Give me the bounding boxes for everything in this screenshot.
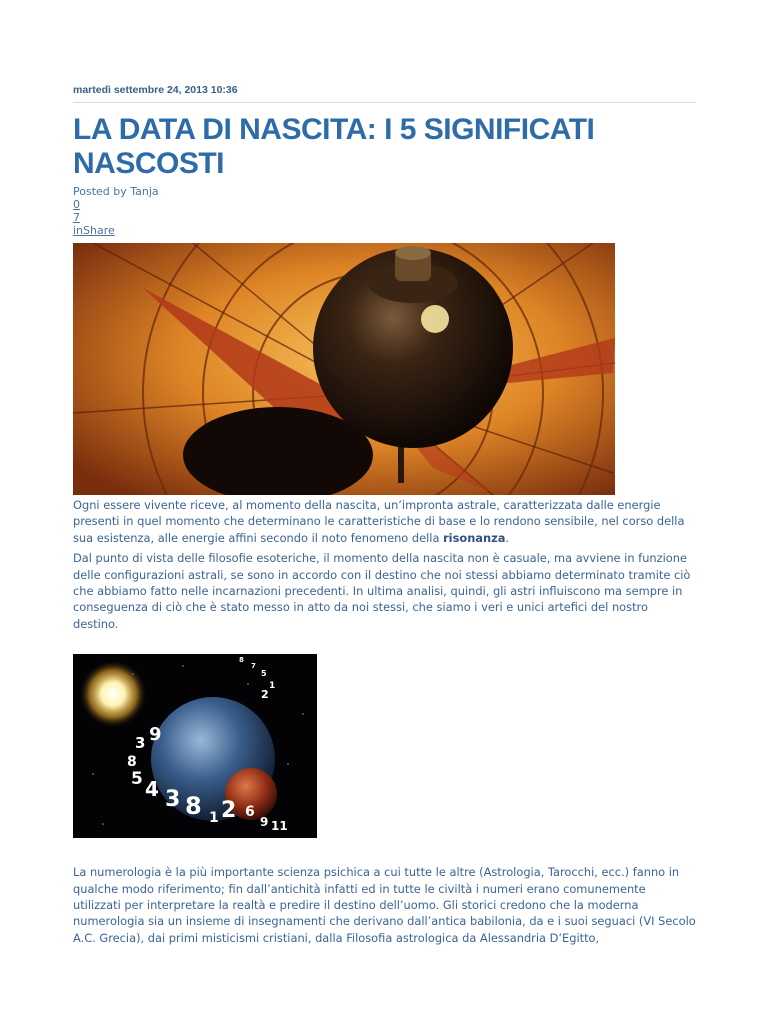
numerology-digit: 9 <box>260 815 269 830</box>
numerology-digit: 5 <box>261 669 267 679</box>
paragraph-1-text: Ogni essere vivente riceve, al momento della nascita, un’impronta astrale, caratterizzata dalle energie presenti in quel momento che determinano le caratteristiche di base e lo rendono sensibile, nel corso della sua esistenza, alle energie affini secondo il noto fenomeno della <box>73 498 685 545</box>
numerology-planet-image <box>73 654 317 838</box>
count-link-b[interactable]: 7 <box>73 211 80 224</box>
article <box>73 84 696 946</box>
paragraph-3: La numerologia è la più importante scienza psichica a cui tutte le altre (Astrologia, Tarocchi, ecc.) fanno in qualche modo riferimento; fin dall’antichità infatti ed in tutte le civiltà i numeri erano comunemente utilizzati per interpretare la realtà e predire il destino dell’uomo. Gli storici credono che la moderna numerologia sia un insieme di insegnamenti che derivano dall’antica babilonia, da e i suoi seguaci (VI Secolo A.C. Grecia), dai primi misticismi cristiani, dalla Filosofia astrologica da Alessandria D’Egitto, <box>73 865 696 945</box>
post-date: martedì settembre 24, 2013 10:36 <box>73 84 696 103</box>
numerology-digit: 2 <box>261 688 269 702</box>
count-link-a[interactable]: 0 <box>73 198 80 211</box>
numerology-digit: 8 <box>127 754 137 771</box>
paragraph-1-end: . <box>505 530 510 545</box>
numerology-digit: 8 <box>239 656 244 665</box>
paragraph-1 <box>73 497 696 546</box>
numerology-digit: 8 <box>185 792 202 821</box>
numerology-digit: 7 <box>251 662 256 671</box>
numerology-digit: 11 <box>271 819 288 834</box>
paragraph-2: Dal punto di vista delle filosofie esoteriche, il momento della nascita non è casuale, ma avviene in funzione delle configurazioni astrali, se sono in accordo con il destino che noi stessi abbiamo determinato tramite ciò che abbiamo fatto nelle incarnazioni precedenti. In ultima analisi, quindi, gli astri influiscono ma sempre in conseguenza di ciò che è stato messo in atto da noi stessi, che siamo i veri e unici artefici del nostro destino. <box>73 551 691 631</box>
post-meta <box>73 185 696 237</box>
astrology-sphere-image <box>73 243 615 495</box>
numerology-digit: 5 <box>131 769 143 790</box>
numerology-digit: 1 <box>269 681 276 692</box>
numerology-digit: 2 <box>221 798 237 824</box>
paragraph-1-bold: risonanza <box>443 530 506 545</box>
planet-illustration <box>73 654 317 838</box>
sphere-illustration <box>73 243 615 495</box>
posted-by: Posted by Tanja <box>73 185 159 198</box>
numerology-digit: 4 <box>145 777 159 802</box>
numerology-digit: 3 <box>135 734 146 753</box>
post-title: LA DATA DI NASCITA: I 5 SIGNIFICATI NASCOSTI <box>73 113 595 180</box>
numerology-digit: 1 <box>209 810 219 827</box>
numerology-digit: 3 <box>165 787 181 813</box>
numerology-digit: 6 <box>245 804 255 821</box>
inshare-link[interactable]: inShare <box>73 224 115 237</box>
numerology-digit: 9 <box>149 724 162 746</box>
